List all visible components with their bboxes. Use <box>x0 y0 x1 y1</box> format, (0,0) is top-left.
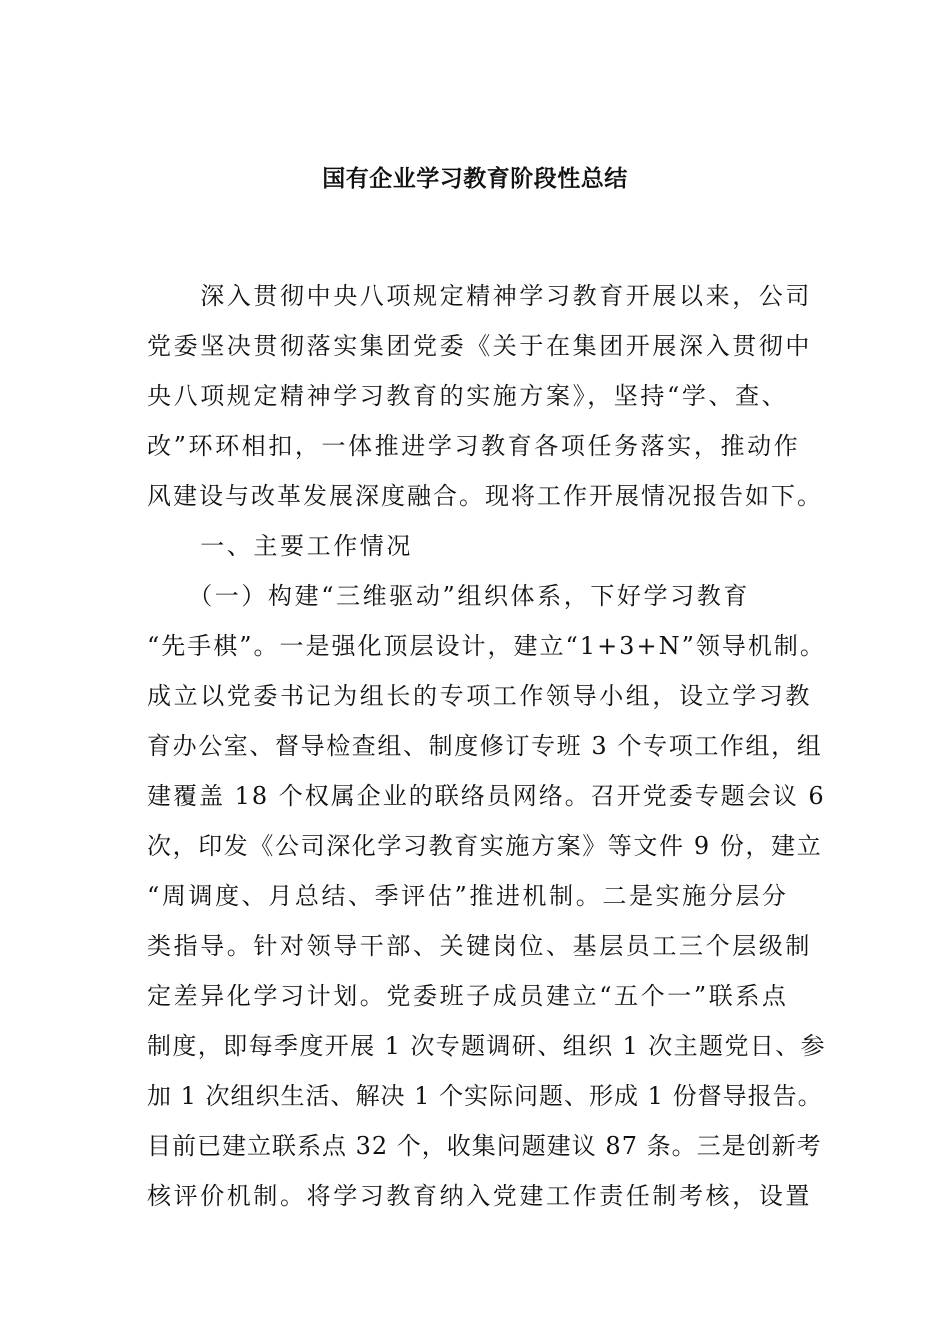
paragraph-line: 育办公室、督导检查组、制度修订专班 3 个专项工作组，组 <box>147 732 823 760</box>
paragraph-line: 次，印发《公司深化学习教育实施方案》等文件 9 份，建立 <box>147 832 823 860</box>
paragraph-line: 定差异化学习计划。党委班子成员建立“五个一”联系点 <box>147 982 789 1010</box>
paragraph-line: “先手棋”。一是强化顶层设计，建立“1+3+N”领导机制。 <box>147 632 826 660</box>
paragraph-line: 改”环环相扣，一体推进学习教育各项任务落实，推动作 <box>147 432 801 460</box>
document-title: 国有企业学习教育阶段性总结 <box>322 166 628 192</box>
paragraph-line: 核评价机制。将学习教育纳入党建工作责任制考核，设置 <box>147 1182 812 1210</box>
paragraph-line: 目前已建立联系点 32 个，收集问题建议 87 条。三是创新考 <box>147 1132 822 1160</box>
paragraph-line: 类指导。针对领导干部、关键岗位、基层员工三个层级制 <box>147 932 812 960</box>
paragraph-line: “周调度、月总结、季评估”推进机制。二是实施分层分 <box>147 882 789 910</box>
paragraph-line: 央八项规定精神学习教育的实施方案》，坚持“学、查、 <box>147 382 789 410</box>
section-heading: 一、主要工作情况 <box>147 532 413 560</box>
paragraph-line: 深入贯彻中央八项规定精神学习教育开展以来，公司 <box>147 282 812 310</box>
paragraph-line: 党委坚决贯彻落实集团党委《关于在集团开展深入贯彻中 <box>147 332 812 360</box>
paragraph-line: 建覆盖 18 个权属企业的联络员网络。召开党委专题会议 6 <box>147 782 826 810</box>
paragraph-line: 加 1 次组织生活、解决 1 个实际问题、形成 1 份督导报告。 <box>147 1082 823 1110</box>
paragraph-line: 成立以党委书记为组长的专项工作领导小组，设立学习教 <box>147 682 812 710</box>
paragraph-line: （一）构建“三维驱动”组织体系，下好学习教育 <box>147 582 750 610</box>
paragraph-line: 制度，即每季度开展 1 次专题调研、组织 1 次主题党日、参 <box>147 1032 827 1060</box>
paragraph-line: 风建设与改革发展深度融合。现将工作开展情况报告如下。 <box>147 482 823 510</box>
